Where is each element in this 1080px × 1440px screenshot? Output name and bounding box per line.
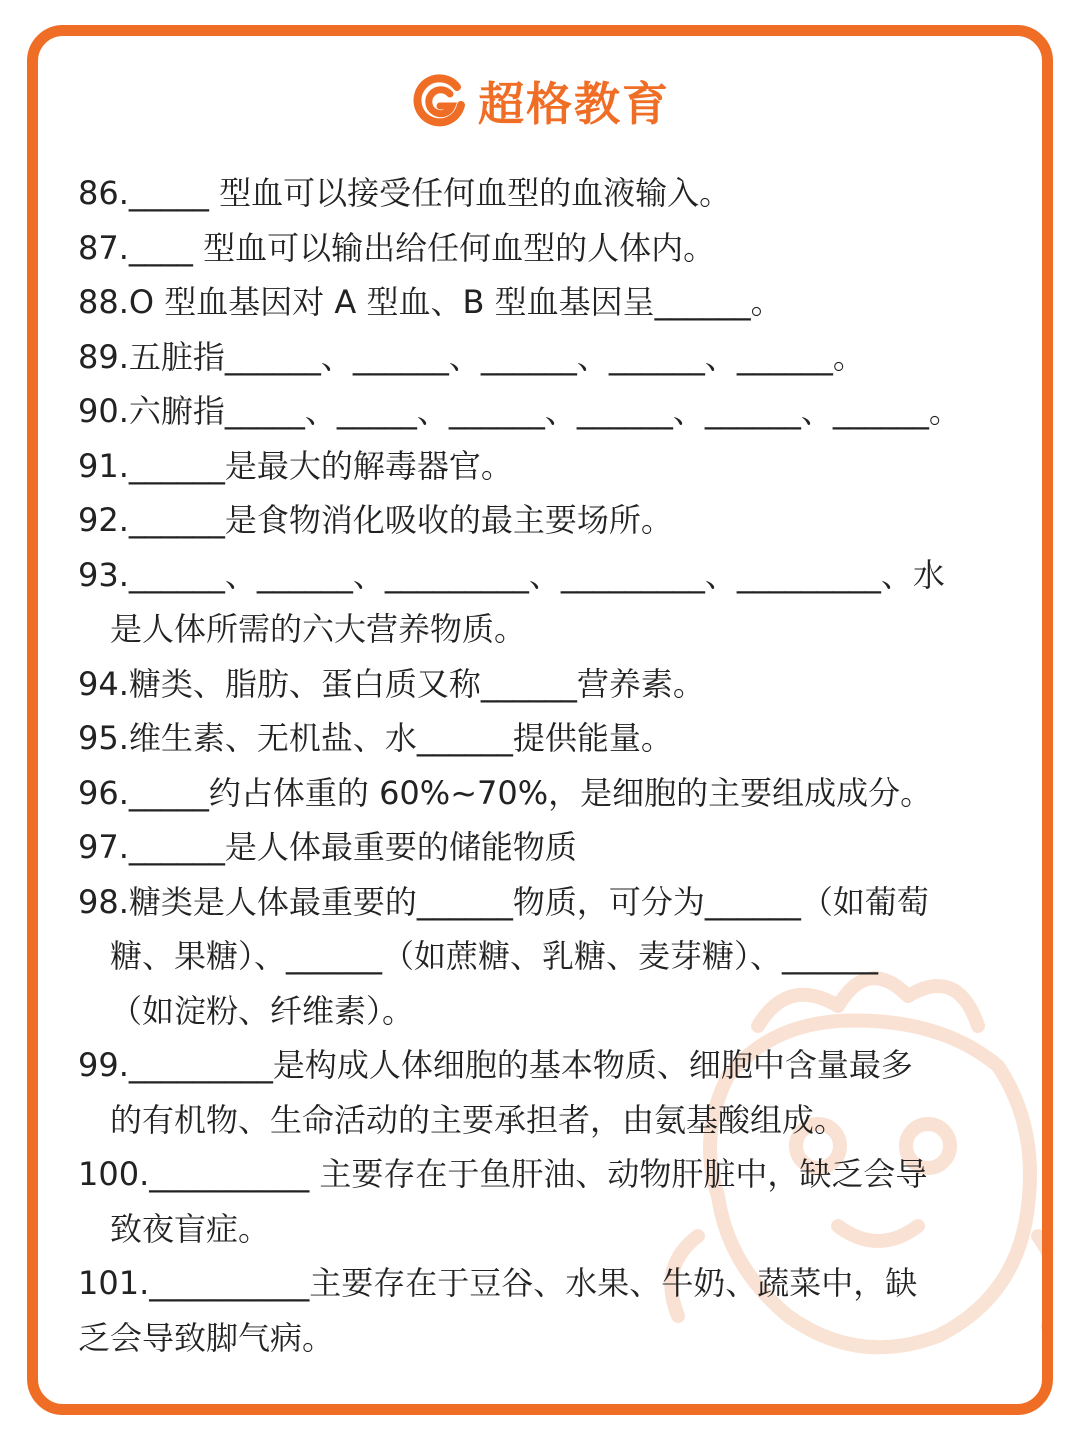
question-95 [78,711,1038,766]
question-text: 86._____ 型血可以接受任何血型的血液输入。 [78,174,732,212]
brand-name: 超格教育 [478,77,670,131]
question-text: 98.糖类是人体最重要的______物质，可分为______（如葡萄 [78,882,929,921]
question-text-continued: 糖、果糖）、______（如蔗糖、乳糖、麦芽糖）、______ [110,937,879,975]
question-text-continued: 致夜盲症。 [110,1209,271,1248]
question-text: 91.______是最大的解毒器官。 [78,446,513,485]
question-86 [78,166,1038,221]
question-text: 101.__________主要存在于豆谷、水果、牛奶、蔬菜中，缺 [78,1264,918,1302]
question-text: 100.__________ 主要存在于鱼肝油、动物肝脏中，缺乏会导 [78,1155,928,1193]
question-text: 93.______、______、_________、_________、_________、水 [78,555,945,594]
question-90 [78,384,1038,439]
question-100 [78,1147,1038,1256]
question-text-continued: 是人体所需的六大营养物质。 [110,610,527,648]
question-text: 99._________是构成人体细胞的基本物质、细胞中含量最多 [78,1046,913,1084]
question-text-continued: 的有机物、生命活动的主要承担者，由氨基酸组成。 [110,1100,847,1139]
question-87 [78,221,1038,276]
question-text: 97.______是人体最重要的储能物质 [78,828,577,866]
question-91 [78,439,1038,494]
question-88 [78,275,1038,330]
page-frame [27,25,1053,1415]
question-text: 94.糖类、脂肪、蛋白质又称______营养素。 [78,664,705,703]
question-text: 96._____约占体重的 60%~70%，是细胞的主要组成成分。 [78,773,933,812]
g-logo-icon [410,72,468,130]
question-text: 88.O 型血基因对 A 型血、B 型血基因呈______。 [78,283,783,321]
question-99 [78,1038,1038,1147]
question-98 [78,875,1038,1039]
question-text: 92.______是食物消化吸收的最主要场所。 [78,501,673,539]
question-text-continued: 乏会导致脚气病。 [78,1318,335,1357]
question-97 [78,820,1038,875]
question-text: 90.六腑指_____、_____、______、______、______、______。 [78,392,961,430]
question-text: 89.五脏指______、______、______、______、______。 [78,337,865,376]
question-93 [78,548,1038,657]
question-94 [78,657,1038,712]
question-92 [78,493,1038,548]
question-text: 87.____ 型血可以输出给任何血型的人体内。 [78,228,716,267]
brand-logo [38,68,1042,134]
question-89 [78,330,1038,385]
question-101 [78,1256,1038,1365]
question-96 [78,766,1038,821]
question-list [78,166,1038,1365]
question-text-continued: （如淀粉、纤维素）。 [110,991,415,1030]
question-text: 95.维生素、无机盐、水______提供能量。 [78,719,673,757]
